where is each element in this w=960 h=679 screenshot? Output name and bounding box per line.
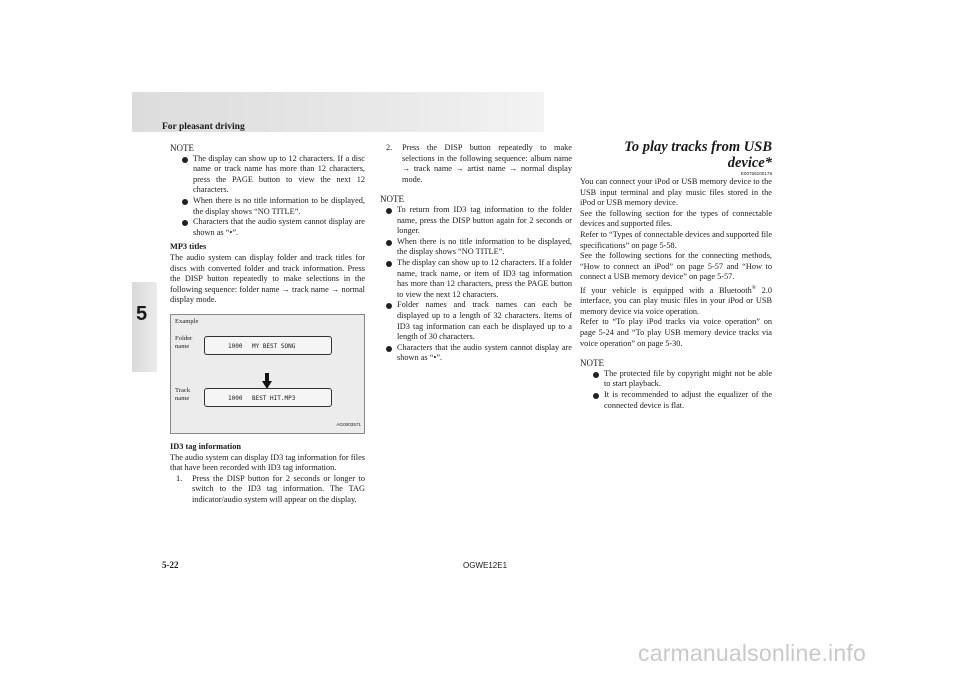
paragraph: You can connect your iPod or USB memory device to the USB input terminal and play music files stored in the iPod or USB memory device.: [580, 177, 772, 208]
column-right: [580, 139, 772, 411]
down-arrow-icon: [262, 373, 272, 389]
document-code: OGWE12E1: [463, 561, 508, 570]
id3-heading: ID3 tag information: [170, 441, 241, 451]
note-item: The protected file by copyright might not be able to start playback.: [591, 369, 772, 390]
note-item: The display can show up to 12 characters. If a disc name or track name has more than 12 characters, press the PAGE button to view the next 12 characters.: [180, 154, 365, 196]
paragraph: [580, 283, 772, 318]
registered-mark: ®: [751, 284, 756, 291]
lcd-track-text: BEST HIT.MP3: [252, 394, 296, 402]
track-label-2: name: [175, 394, 190, 402]
section-title: To play tracks from USB device*: [624, 139, 772, 171]
page-header-title: For pleasant driving: [162, 122, 245, 132]
folder-label-1: Folder: [175, 334, 193, 342]
watermark: carmanualsonline.info: [638, 640, 866, 666]
note-item: Characters that the audio system cannot display are shown as “•”.: [384, 343, 572, 364]
column-middle: [380, 143, 572, 364]
note-item: It is recommended to adjust the equalizer of the connected device is flat.: [591, 390, 772, 411]
step-number: 1.: [176, 473, 183, 483]
step-number: 2.: [386, 143, 393, 152]
chapter-tab: [132, 282, 157, 372]
step-text: Press the DISP button for 2 seconds or longer to switch to the ID3 tag information. The TAG indicator/audio system will appear on the display.: [192, 473, 365, 504]
paragraph-part: If your vehicle is equipped with a Bluetooth: [580, 285, 752, 295]
note-list: [170, 154, 365, 239]
step-text: Press the DISP button repeatedly to make selections in the following sequence: album name → track name → artist name → normal display mode.: [402, 143, 572, 184]
note-list: [580, 369, 772, 411]
paragraph: Refer to “To play iPod tracks via voice operation” on page 5-24 and “To play USB memory device tracks via voice operation” on page 5-30.: [580, 317, 772, 348]
id3-text: The audio system can display ID3 tag information for files that have been recorded with ID3 tag information.: [170, 452, 365, 473]
chapter-number: 5: [136, 303, 148, 325]
track-label-1: Track: [175, 386, 191, 394]
note-item: Characters that the audio system cannot display are shown as “•”.: [180, 217, 365, 238]
lcd-track-number: 1000: [228, 394, 243, 402]
page-number: 5-22: [162, 560, 179, 570]
mp3-text: The audio system can display folder and track titles for discs with converted folder and track information. Press the DISP button repeatedly to make selections in the following sequence: folder name → track name → normal display mode.: [170, 252, 365, 305]
figure-code: AG0003571: [336, 422, 361, 428]
note-heading: NOTE: [170, 143, 194, 153]
note-item: The display can show up to 12 characters. If a folder name, track name, or item of ID3 tag information has more than 12 characters, press the PAGE button to view the next 12 characters.: [384, 258, 572, 300]
note-item: When there is no title information to be displayed, the display shows “NO TITLE”.: [180, 196, 365, 217]
note-item: Folder names and track names can each be displayed up to a length of 32 characters. Items of ID3 tag information can each be displayed up to a length of 30 characters.: [384, 300, 572, 342]
note-item: When there is no title information to be displayed, the display shows “NO TITLE”.: [384, 237, 572, 258]
paragraph: See the following section for the types of connectable devices and supported files.: [580, 208, 772, 229]
note-heading: NOTE: [380, 194, 404, 205]
figure-label: Example: [175, 317, 199, 325]
note-item: To return from ID3 tag information to the folder name, press the DISP button again for 2 seconds or longer.: [384, 205, 572, 237]
lcd-folder-display: [204, 336, 332, 355]
folder-label-2: name: [175, 342, 190, 350]
lcd-folder-number: 1000: [228, 342, 243, 350]
column-left: [170, 143, 365, 505]
display-example-figure: [170, 314, 365, 434]
lcd-folder-text: MY BEST SONG: [252, 342, 296, 350]
mp3-heading: MP3 titles: [170, 242, 207, 252]
paragraph: See the following sections for the connecting methods, “How to connect an iPod” on page 5-57 and “How to connect a USB memory device” on page 5-57.: [580, 251, 772, 282]
lcd-track-display: [204, 388, 332, 407]
note-heading: NOTE: [580, 358, 604, 369]
paragraph-part: 2.0 interface, you can play music files in your iPod or USB memory device via voice operation.: [580, 285, 772, 316]
step-item: [170, 474, 365, 506]
section-code: E00756100178: [740, 171, 772, 176]
note-list: [380, 205, 572, 364]
step-item: [380, 143, 572, 185]
paragraph: Refer to “Types of connectable devices and supported file specifications” on page 5-58.: [580, 229, 773, 250]
